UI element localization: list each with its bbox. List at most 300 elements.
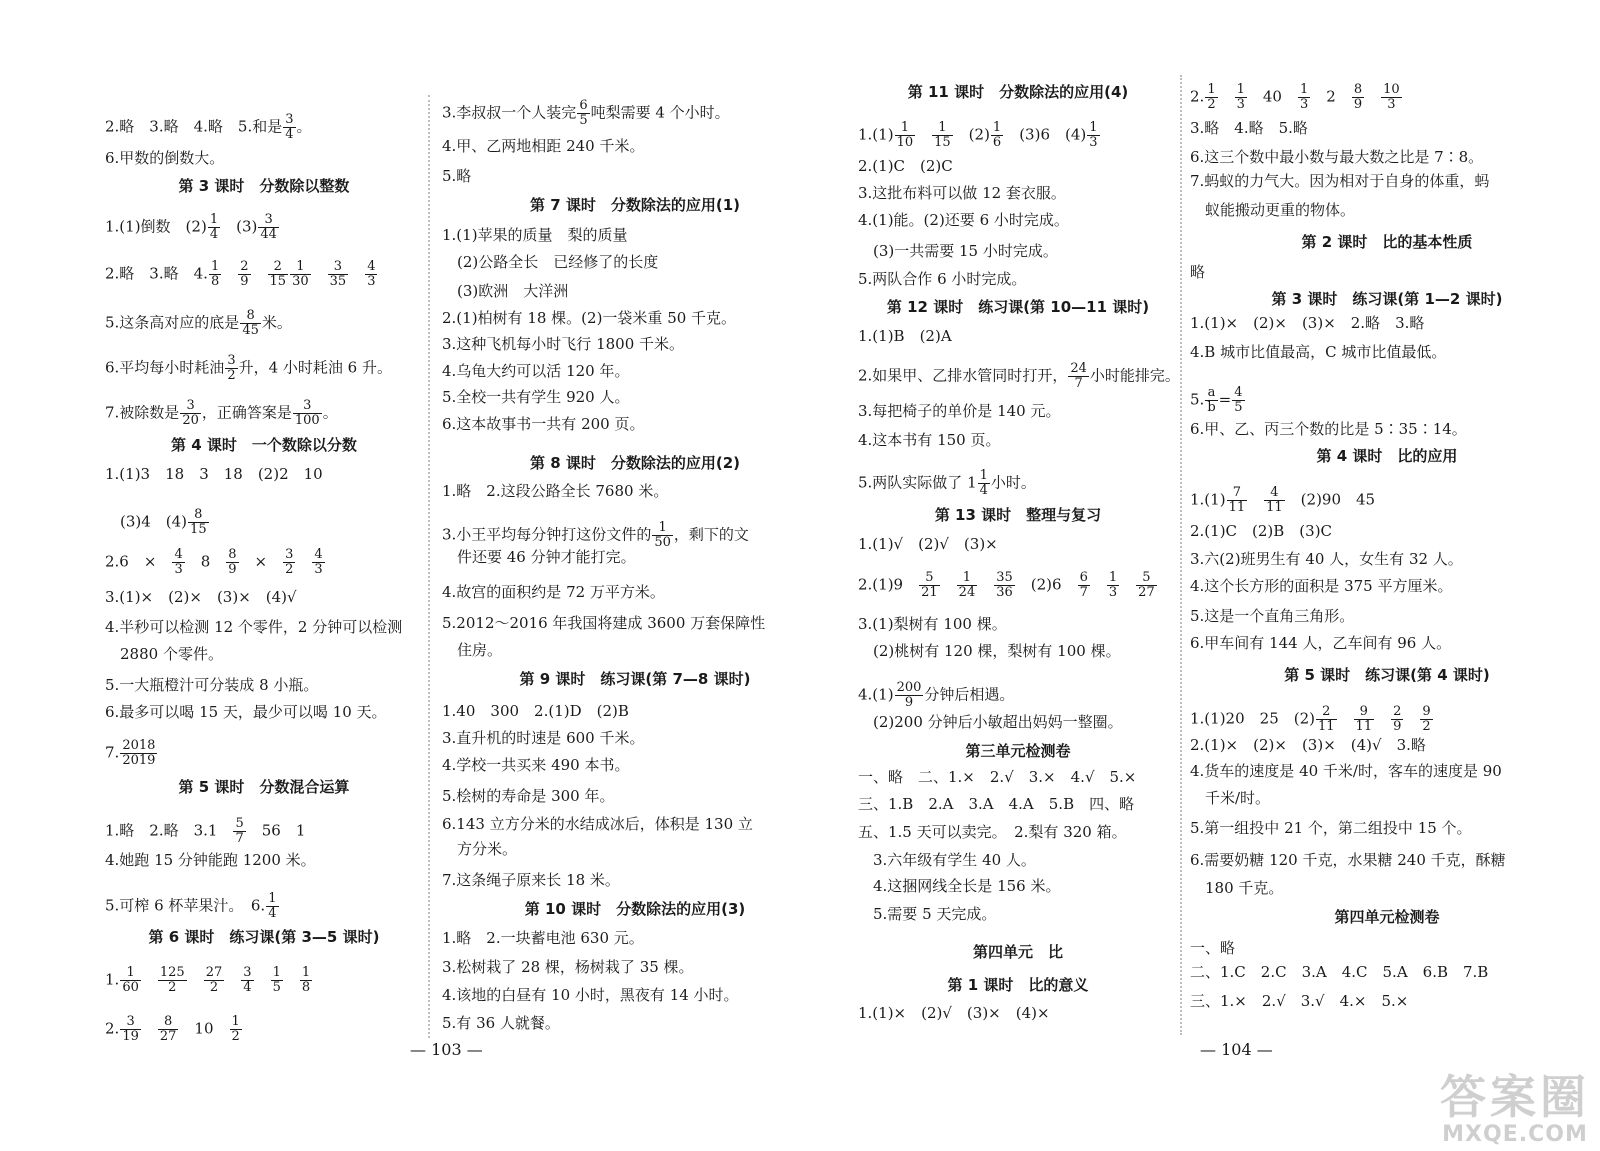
answer-line: 4.半秒可以检测 12 个零件，2 分钟可以检测 bbox=[105, 618, 403, 636]
answer-line: 一、略 二、1.× 2.√ 3.× 4.√ 5.× bbox=[858, 768, 1137, 786]
answer-line: 方分米。 bbox=[442, 840, 518, 858]
answer-line: 5.两队实际做了 1 $\frac{1}{4}$ 小时。 bbox=[858, 468, 1036, 498]
answer-line: 1.(1)3 18 3 18 (2)2 10 bbox=[105, 465, 323, 483]
section-heading: 第 5 课时 分数混合运算 bbox=[178, 778, 350, 796]
fraction-denominator: 100 bbox=[294, 413, 320, 428]
fraction-numerator: 7 bbox=[1227, 486, 1248, 501]
fraction-numerator: 3 bbox=[285, 112, 294, 127]
answer-line: 5.可榨 6 杯苹果汁。 6. $\frac{1}{4}$ bbox=[105, 891, 277, 921]
fraction-numerator: 3 bbox=[180, 399, 201, 414]
fraction-denominator: 50 bbox=[654, 535, 671, 550]
fraction-denominator: 4 bbox=[979, 483, 988, 498]
section-heading: 第 8 课时 分数除法的应用(2) bbox=[529, 454, 741, 472]
fraction bbox=[158, 1015, 179, 1044]
answer-line: 千米/时。 bbox=[1190, 789, 1271, 807]
fraction-numerator: 2018 bbox=[122, 738, 156, 753]
answer-line: (2)200 分钟后小敏超出妈妈一整圈。 bbox=[858, 713, 1123, 731]
fraction-numerator: 10 bbox=[1383, 82, 1400, 97]
answer-line: 2.(1)C (2)C bbox=[858, 157, 953, 175]
answer-line: 5.这是一个直角三角形。 bbox=[1190, 607, 1355, 625]
fraction-numerator: 125 bbox=[159, 965, 185, 980]
answer-line: 6.甲车间有 144 人，乙车间有 96 人。 bbox=[1190, 634, 1452, 652]
fraction bbox=[230, 1015, 242, 1044]
answer-line: 5.桧树的寿命是 300 年。 bbox=[442, 787, 615, 805]
answer-line: 6.最多可以喝 15 天，最少可以喝 10 天。 bbox=[105, 703, 387, 721]
answer-line: 件还要 46 分钟才能打完。 bbox=[442, 548, 636, 566]
answer-line: (3)4 (4) $\frac{8}{15}$ bbox=[105, 507, 207, 537]
fraction bbox=[932, 121, 953, 150]
fraction bbox=[1205, 83, 1217, 112]
answer-line: 5.第一组投中 21 个，第二组投中 15 个。 bbox=[1190, 819, 1472, 837]
fraction bbox=[188, 508, 209, 537]
answer-line: 4.这本书有 150 页。 bbox=[858, 431, 1001, 449]
fraction bbox=[957, 571, 978, 600]
answer-line: (2)桃树有 120 棵，梨树有 100 棵。 bbox=[858, 642, 1121, 660]
fraction-denominator: 15 bbox=[934, 135, 951, 150]
fraction-denominator: 11 bbox=[1355, 719, 1373, 734]
fraction bbox=[365, 260, 377, 289]
page-number: — 104 — bbox=[1200, 1040, 1273, 1059]
fraction-denominator: 10 bbox=[896, 135, 914, 150]
answer-line: 7. $\frac{2018}{2019}$ bbox=[105, 738, 156, 768]
fraction-denominator: 9 bbox=[904, 695, 914, 710]
section-heading: 第 5 课时 练习课(第 4 课时) bbox=[1284, 666, 1490, 684]
fraction-numerator: 1 bbox=[210, 259, 220, 274]
section-heading: 第 9 课时 练习课(第 7—8 课时) bbox=[519, 670, 751, 688]
answer-line: 蚁能搬动更重的物体。 bbox=[1190, 201, 1356, 219]
answer-line: 6.甲、乙、丙三个数的比是 5∶35∶14。 bbox=[1190, 420, 1467, 438]
answer-line: 1.(1)B (2)A bbox=[858, 327, 952, 345]
answer-line: 6.平均每小时耗油 $\frac{3}{2}$ 升，4 小时耗油 6 升。 bbox=[105, 353, 392, 383]
fraction-numerator: 1 bbox=[231, 1014, 240, 1029]
fraction-numerator: 5 bbox=[235, 816, 244, 831]
answer-line: (3)欧洲 大洋洲 bbox=[442, 282, 569, 300]
answer-line: 4.乌龟大约可以活 120 年。 bbox=[442, 362, 630, 380]
answer-line: 1.(1)√ (2)√ (3)× bbox=[858, 535, 998, 553]
fraction-denominator: 27 bbox=[1138, 585, 1155, 600]
answer-line: 5.略 bbox=[442, 167, 472, 185]
fraction-denominator: 3 bbox=[174, 562, 183, 577]
answer-line: 3.六(2)班男生有 40 人，女生有 32 人。 bbox=[1190, 550, 1463, 568]
fraction-denominator: 15 bbox=[190, 522, 207, 537]
fraction bbox=[208, 213, 220, 242]
answer-line: (2)公路全长 已经修了的长度 bbox=[442, 253, 659, 271]
answer-line: 1.略 2.一块蓄电池 630 元。 bbox=[442, 929, 644, 947]
answer-line: 7.蚂蚁的力气大。因为相对于自身的体重，蚂 bbox=[1190, 172, 1490, 190]
fraction bbox=[258, 213, 279, 242]
fraction-denominator: 21 bbox=[921, 585, 938, 600]
answer-line: 3.小王平均每分钟打这份文件的 $\frac{1}{50}$ ，剩下的文 bbox=[442, 520, 749, 550]
answer-line: 1.(1)苹果的质量 梨的质量 bbox=[442, 226, 628, 244]
fraction-numerator: 27 bbox=[205, 965, 223, 980]
answer-line: 1.40 300 2.(1)D (2)B bbox=[442, 702, 629, 720]
fraction-denominator: 11 bbox=[1266, 500, 1283, 515]
fraction-numerator: 1 bbox=[268, 891, 277, 906]
section-heading: 第四单元检测卷 bbox=[1334, 908, 1440, 926]
fraction-denominator: 27 bbox=[159, 1029, 177, 1044]
fraction bbox=[240, 309, 261, 338]
answer-line: 1.(1)20 25 (2) $\frac{2}{11}$ $\frac{9}{11}$ $\frac{2}{9}$ $\frac{9}{2}$ bbox=[1190, 704, 1431, 734]
section-heading: 第 13 课时 整理与复习 bbox=[934, 506, 1102, 524]
fraction-denominator: 8 bbox=[301, 980, 311, 995]
fraction bbox=[271, 966, 283, 995]
section-heading: 第 11 课时 分数除法的应用(4) bbox=[907, 83, 1129, 101]
fraction bbox=[1232, 386, 1244, 415]
fraction bbox=[233, 817, 245, 846]
right-page bbox=[850, 0, 1600, 1151]
fraction-numerator: 4 bbox=[367, 259, 376, 274]
fraction bbox=[293, 399, 322, 428]
section-heading: 第 6 课时 练习课(第 3—5 课时) bbox=[148, 928, 380, 946]
fraction bbox=[577, 99, 589, 128]
section-heading: 第 4 课时 一个数除以分数 bbox=[171, 436, 357, 454]
answer-line: 3.略 4.略 5.略 bbox=[1190, 119, 1308, 137]
fraction-denominator: 5 bbox=[1234, 400, 1243, 415]
fraction-numerator: 8 bbox=[1353, 82, 1363, 97]
fraction-numerator: 1 bbox=[979, 468, 988, 483]
answer-line: 3.李叔叔一个人装完 $\frac{6}{5}$ 吨梨需要 4 个小时。 bbox=[442, 98, 730, 128]
fraction-numerator: 24 bbox=[1070, 361, 1087, 376]
fraction-denominator: 2 bbox=[231, 1029, 240, 1044]
fraction-denominator: 9 bbox=[240, 274, 249, 289]
fraction bbox=[180, 399, 201, 428]
answer-line: 3.六年级有学生 40 人。 bbox=[858, 851, 1036, 869]
answer-line: 2. $\frac{3}{19}$ $\frac{8}{27}$ 10 $\frac{1}{2}$ bbox=[105, 1014, 240, 1044]
fraction-denominator: 44 bbox=[260, 227, 277, 242]
fraction bbox=[919, 571, 940, 600]
fraction-denominator: 3 bbox=[367, 274, 376, 289]
fraction-numerator: 200 bbox=[896, 680, 922, 695]
fraction-denominator: 2 bbox=[209, 980, 219, 995]
answer-line: 2.略 3.略 4. $\frac{1}{8}$ $\frac{2}{9}$ $\frac{2}{15}$ $\frac{1}{30}$ $\frac{3}{35}$ $\frac{4}{3}$ bbox=[105, 259, 376, 289]
answer-line: 4.学校一共买来 490 本书。 bbox=[442, 756, 630, 774]
answer-line: 2880 个零件。 bbox=[105, 645, 223, 663]
section-heading: 第 3 课时 分数除以整数 bbox=[178, 177, 350, 195]
watermark-logo bbox=[1440, 1072, 1590, 1147]
fraction-denominator: 7 bbox=[1079, 585, 1088, 600]
fraction-numerator: 1 bbox=[895, 121, 916, 136]
answer-line: 6.143 立方分米的水结成冰后，体积是 130 立 bbox=[442, 815, 753, 833]
fraction-denominator: 3 bbox=[1089, 135, 1098, 150]
answer-line: 5.2012～2016 年我国将建成 3600 万套保障性 bbox=[442, 614, 766, 632]
section-heading: 第 1 课时 比的意义 bbox=[947, 976, 1089, 994]
fraction bbox=[1391, 705, 1403, 734]
fraction bbox=[241, 966, 253, 995]
fraction-numerator: 4 bbox=[174, 547, 183, 562]
answer-line: 1.(1) $\frac{1}{10}$ $\frac{1}{15}$ (2) $\frac{1}{6}$ (3)6 (4) $\frac{1}{3}$ bbox=[858, 120, 1098, 150]
fraction bbox=[1227, 486, 1248, 515]
fraction-denominator: 20 bbox=[182, 413, 199, 428]
answer-line: 住房。 bbox=[442, 641, 503, 659]
fraction-numerator: 2 bbox=[268, 260, 289, 275]
fraction-numerator: 5 bbox=[919, 571, 940, 586]
fraction-numerator: 1 bbox=[1299, 82, 1309, 97]
answer-line: 6.这本故事书一共有 200 页。 bbox=[442, 415, 645, 433]
answer-line: 3.这批布料可以做 12 套衣服。 bbox=[858, 184, 1066, 202]
fraction-numerator: 3 bbox=[227, 353, 236, 368]
answer-line: 4.甲、乙两地相距 240 千米。 bbox=[442, 137, 645, 155]
fraction-numerator: 8 bbox=[188, 508, 209, 523]
fraction bbox=[895, 121, 916, 150]
answer-line: 2.6 × $\frac{4}{3}$ 8 $\frac{8}{9}$ × $\frac{3}{2}$ $\frac{4}{3}$ bbox=[105, 547, 323, 577]
watermark-url: MXQE.COM bbox=[1442, 1122, 1588, 1147]
fraction-denominator: 30 bbox=[292, 274, 309, 289]
left-page-column-1 bbox=[105, 95, 423, 1044]
fraction bbox=[1235, 83, 1247, 112]
answer-line: 4.(1)能。(2)还要 6 小时完成。 bbox=[858, 211, 1069, 229]
fraction bbox=[209, 260, 221, 289]
fraction-denominator: 8 bbox=[210, 274, 220, 289]
fraction-denominator: 2 bbox=[227, 368, 236, 383]
answer-line: 4.故宫的面积约是 72 万平方米。 bbox=[442, 583, 665, 601]
fraction-numerator: 3 bbox=[285, 547, 294, 562]
answer-line: 1. $\frac{1}{60}$ $\frac{125}{2}$ $\frac{27}{2}$ $\frac{3}{4}$ $\frac{1}{5}$ $\frac{1}{8}$ bbox=[105, 965, 311, 995]
fraction bbox=[120, 739, 157, 768]
answer-line: 3.松树栽了 28 棵，杨树栽了 35 棵。 bbox=[442, 958, 694, 976]
answer-line: 3.每把椅子的单价是 140 元。 bbox=[858, 402, 1061, 420]
answer-line: 180 千克。 bbox=[1190, 879, 1284, 897]
fraction bbox=[978, 469, 990, 498]
section-heading: 第三单元检测卷 bbox=[965, 742, 1071, 760]
answer-line: 略 bbox=[1190, 263, 1206, 281]
fraction-denominator: 11 bbox=[1228, 500, 1246, 515]
fraction bbox=[1298, 83, 1310, 112]
fraction-numerator: a bbox=[1205, 386, 1217, 401]
page-number: — 103 — bbox=[410, 1040, 483, 1059]
fraction-numerator: 8 bbox=[228, 547, 237, 562]
answer-line: 2. $\frac{1}{2}$ $\frac{1}{3}$ 40 $\frac{1}{3}$ 2 $\frac{8}{9}$ $\frac{10}{3}$ bbox=[1190, 82, 1400, 112]
fraction bbox=[1078, 571, 1090, 600]
answer-line: 4.B 城市比值最高，C 城市比值最低。 bbox=[1190, 343, 1447, 361]
fraction-numerator: 4 bbox=[314, 547, 323, 562]
fraction-numerator: 4 bbox=[1234, 385, 1243, 400]
answer-line: 5.需要 5 天完成。 bbox=[858, 905, 997, 923]
answer-line: 二、1.C 2.C 3.A 4.C 5.A 6.B 7.B bbox=[1190, 963, 1489, 981]
fraction-denominator: 35 bbox=[329, 274, 347, 289]
answer-line: 7.被除数是 $\frac{3}{20}$ ，正确答案是 $\frac{3}{100}$ 。 bbox=[105, 398, 338, 428]
answer-line: 6.这三个数中最小数与最大数之比是 7∶8。 bbox=[1190, 148, 1484, 166]
fraction bbox=[1264, 486, 1285, 515]
section-heading: 第 2 课时 比的基本性质 bbox=[1301, 233, 1473, 251]
fraction bbox=[268, 260, 289, 289]
fraction bbox=[225, 354, 237, 383]
answer-line: 3.(1)× (2)× (3)× (4)√ bbox=[105, 588, 297, 606]
answer-line: 三、1.× 2.√ 3.√ 4.× 5.× bbox=[1190, 992, 1409, 1010]
fraction-numerator: 3 bbox=[243, 965, 252, 980]
fraction bbox=[226, 548, 238, 577]
fraction-denominator: 19 bbox=[122, 1029, 139, 1044]
fraction bbox=[1420, 705, 1432, 734]
fraction bbox=[328, 260, 349, 289]
answer-line: 5.全校一共有学生 920 人。 bbox=[442, 388, 630, 406]
fraction-numerator: 1 bbox=[209, 212, 219, 227]
fraction-denominator: 9 bbox=[1353, 97, 1363, 112]
answer-line: 4.该地的白昼有 10 小时，黑夜有 14 小时。 bbox=[442, 986, 739, 1004]
fraction bbox=[1205, 386, 1217, 415]
fraction-numerator: 9 bbox=[1354, 705, 1375, 720]
fraction-denominator: 5 bbox=[579, 113, 588, 128]
fraction-denominator: 3 bbox=[1108, 585, 1118, 600]
fraction bbox=[266, 892, 278, 921]
fraction-numerator: 3 bbox=[328, 260, 349, 275]
fraction bbox=[1107, 571, 1119, 600]
fraction bbox=[290, 260, 311, 289]
answer-line: 一、略 bbox=[1190, 939, 1236, 957]
fraction bbox=[1087, 121, 1099, 150]
fraction-denominator: 9 bbox=[1393, 719, 1402, 734]
fraction-numerator: 6 bbox=[1079, 570, 1088, 585]
section-heading: 第 10 课时 分数除法的应用(3) bbox=[524, 900, 746, 918]
fraction-numerator: 8 bbox=[240, 309, 261, 324]
fraction-numerator: 1 bbox=[957, 571, 978, 586]
answer-line: 2.如果甲、乙排水管同时打开， $\frac{24}{7}$ 小时能排完。 bbox=[858, 361, 1180, 391]
answer-line: 4.这个长方形的面积是 375 平方厘米。 bbox=[1190, 577, 1453, 595]
section-heading: 第 4 课时 比的应用 bbox=[1316, 447, 1458, 465]
answer-line: 7.这条绳子原来长 18 米。 bbox=[442, 871, 620, 889]
section-heading: 第四单元 比 bbox=[972, 943, 1063, 961]
answer-line: 2.(1)9 $\frac{5}{21}$ $\frac{1}{24}$ $\frac{35}{36}$ (2)6 $\frac{6}{7}$ $\frac{1}{3}$ $\frac{5}{27}$ bbox=[858, 570, 1155, 600]
fraction-numerator: 1 bbox=[992, 120, 1002, 135]
section-heading: 第 3 课时 练习课(第 1—2 课时) bbox=[1271, 290, 1503, 308]
answer-line: 3.直升机的时速是 600 千米。 bbox=[442, 729, 645, 747]
fraction-numerator: 1 bbox=[272, 965, 281, 980]
right-page-column-2 bbox=[1180, 75, 1592, 1035]
fraction-numerator: 3 bbox=[293, 399, 322, 414]
fraction-denominator: 15 bbox=[269, 274, 287, 289]
right-page-column-1 bbox=[858, 75, 1178, 1035]
fraction bbox=[283, 548, 295, 577]
fraction bbox=[1354, 705, 1375, 734]
watermark-text: 答案圈 bbox=[1440, 1070, 1590, 1124]
fraction-denominator: 24 bbox=[958, 585, 976, 600]
answer-line: 1.略 2.这段公路全长 7680 米。 bbox=[442, 482, 669, 500]
answer-line: 4.这捆网线全长是 156 米。 bbox=[858, 877, 1061, 895]
fraction bbox=[1136, 571, 1157, 600]
fraction bbox=[994, 571, 1015, 600]
fraction-denominator: 11 bbox=[1317, 719, 1335, 734]
answer-line: 6.甲数的倒数大。 bbox=[105, 149, 225, 167]
fraction bbox=[895, 681, 924, 710]
fraction-denominator: 4 bbox=[209, 227, 219, 242]
fraction-denominator: 4 bbox=[285, 127, 294, 142]
answer-line: 6.需要奶糖 120 千克，水果糖 240 千克，酥糖 bbox=[1190, 851, 1506, 869]
fraction-denominator: b bbox=[1207, 400, 1216, 415]
fraction-denominator: 2 bbox=[168, 980, 177, 995]
fraction-denominator: 3 bbox=[314, 562, 323, 577]
answer-line: 4.她跑 15 分钟能跑 1200 米。 bbox=[105, 851, 316, 869]
answer-line: 2.(1)× (2)× (3)× (4)√ 3.略 bbox=[1190, 736, 1426, 754]
fraction bbox=[1381, 83, 1402, 112]
fraction bbox=[1068, 362, 1089, 391]
fraction-numerator: 1 bbox=[1089, 120, 1098, 135]
fraction bbox=[204, 966, 225, 995]
fraction-numerator: 1 bbox=[290, 260, 311, 275]
fraction-numerator: 9 bbox=[1422, 704, 1431, 719]
answer-line: 3.这种飞机每小时飞行 1800 千米。 bbox=[442, 335, 685, 353]
fraction-numerator: 6 bbox=[579, 98, 588, 113]
answer-line: 1.(1) $\frac{7}{11}$ $\frac{4}{11}$ (2)90 45 bbox=[1190, 485, 1376, 515]
answer-line: 5.一大瓶橙汁可分装成 8 小瓶。 bbox=[105, 676, 319, 694]
answer-line: 1.(1)倒数 (2) $\frac{1}{4}$ (3) $\frac{3}{44}$ bbox=[105, 212, 277, 242]
fraction-numerator: 8 bbox=[158, 1015, 179, 1030]
left-page-column-2 bbox=[428, 95, 840, 1038]
fraction bbox=[1352, 83, 1364, 112]
fraction-numerator: 3 bbox=[258, 213, 279, 228]
answer-line: 1.(1)× (2)√ (3)× (4)× bbox=[858, 1004, 1050, 1022]
section-heading: 第 7 课时 分数除法的应用(1) bbox=[529, 196, 741, 214]
fraction bbox=[238, 260, 250, 289]
fraction bbox=[312, 548, 324, 577]
answer-line: 2.略 3.略 4.略 5.和是 $\frac{3}{4}$ 。 bbox=[105, 112, 312, 142]
answer-line: 4.(1) $\frac{200}{9}$ 分钟后相遇。 bbox=[858, 680, 1015, 710]
fraction-denominator: 4 bbox=[243, 980, 252, 995]
fraction-denominator: 36 bbox=[996, 585, 1013, 600]
fraction-denominator: 3 bbox=[1387, 97, 1396, 112]
answer-line: 1.(1)× (2)× (3)× 2.略 3.略 bbox=[1190, 314, 1425, 332]
fraction-numerator: 1 bbox=[1207, 82, 1216, 97]
fraction-numerator: 4 bbox=[1264, 486, 1285, 501]
fraction-numerator: 1 bbox=[120, 966, 141, 981]
fraction-denominator: 3 bbox=[1236, 97, 1245, 112]
fraction-denominator: 2 bbox=[285, 562, 294, 577]
answer-line: 4.货车的速度是 40 千米/时，客车的速度是 90 bbox=[1190, 762, 1502, 780]
fraction-denominator: 5 bbox=[272, 980, 281, 995]
fraction-denominator: 3 bbox=[1299, 97, 1309, 112]
fraction-numerator: 3 bbox=[120, 1015, 141, 1030]
fraction-denominator: 9 bbox=[228, 562, 237, 577]
fraction bbox=[991, 121, 1003, 150]
answer-line: (3)一共需要 15 小时完成。 bbox=[858, 242, 1058, 260]
fraction-denominator: 6 bbox=[992, 135, 1002, 150]
answer-line: 三、1.B 2.A 3.A 4.A 5.B 四、略 bbox=[858, 795, 1135, 813]
answer-line: 1.略 2.略 3.1 $\frac{5}{7}$ 56 1 bbox=[105, 816, 306, 846]
answer-line: 3.(1)梨树有 100 棵。 bbox=[858, 615, 1007, 633]
answer-line: 五、1.5 天可以卖完。 2.梨有 320 箱。 bbox=[858, 823, 1127, 841]
fraction-denominator: 60 bbox=[122, 980, 139, 995]
answer-line: 5. $\frac{a}{b}$ = $\frac{4}{5}$ bbox=[1190, 385, 1243, 415]
answer-line: 2.(1)C (2)B (3)C bbox=[1190, 522, 1333, 540]
section-heading: 第 12 课时 练习课(第 10—11 课时) bbox=[886, 298, 1150, 316]
fraction bbox=[652, 521, 673, 550]
fraction bbox=[300, 966, 312, 995]
fraction-numerator: 1 bbox=[1236, 82, 1245, 97]
fraction bbox=[158, 966, 187, 995]
fraction bbox=[120, 1015, 141, 1044]
fraction bbox=[172, 548, 184, 577]
answer-line: 2.(1)柏树有 18 棵。(2)一袋米重 50 千克。 bbox=[442, 309, 737, 327]
fraction bbox=[120, 966, 141, 995]
fraction-denominator: 2 bbox=[1207, 97, 1216, 112]
fraction-numerator: 1 bbox=[301, 965, 311, 980]
fraction-numerator: 5 bbox=[1136, 571, 1157, 586]
fraction-numerator: 2 bbox=[240, 259, 249, 274]
fraction-denominator: 7 bbox=[1074, 376, 1083, 391]
fraction-numerator: 1 bbox=[932, 121, 953, 136]
fraction-numerator: 35 bbox=[996, 570, 1013, 585]
fraction-denominator: 45 bbox=[242, 323, 259, 338]
answer-line: 5.两队合作 6 小时完成。 bbox=[858, 270, 1027, 288]
fraction-denominator: 7 bbox=[235, 831, 244, 846]
fraction-denominator: 4 bbox=[268, 906, 277, 921]
fraction-numerator: 1 bbox=[652, 521, 673, 536]
answer-line: 5.这条高对应的底是 $\frac{8}{45}$ 米。 bbox=[105, 308, 292, 338]
answer-line: 5.有 36 人就餐。 bbox=[442, 1014, 560, 1032]
fraction-denominator: 2 bbox=[1422, 719, 1431, 734]
fraction bbox=[283, 113, 295, 142]
fraction-denominator: 2019 bbox=[122, 753, 156, 768]
fraction-numerator: 2 bbox=[1316, 705, 1337, 720]
fraction-numerator: 1 bbox=[1108, 570, 1118, 585]
